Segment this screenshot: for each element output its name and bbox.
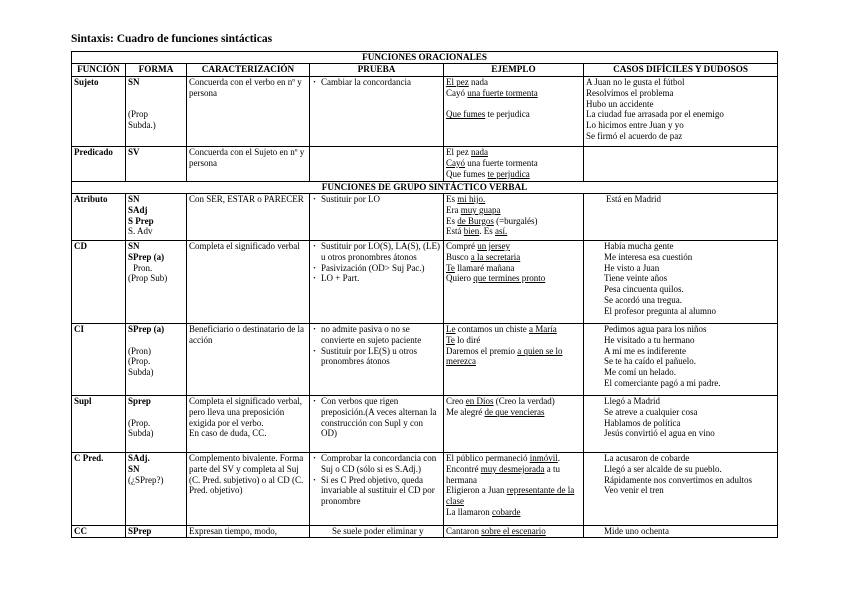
forma-line: (¿SPrep?) [128,474,164,485]
casos-cell [584,194,778,241]
forma-cell [126,241,187,324]
forma-cell [126,194,187,241]
casos-cell [584,147,778,182]
caso-line: La ciudad fue arrasada por el enemigo [586,109,724,120]
prueba-cell [310,77,444,147]
forma-line: Sprep [128,396,151,406]
ejemplo-line: La llamaron cobarde [446,506,521,517]
ejemplo-line: Me alegré de que vencieras [446,406,545,417]
header-prueba: PRUEBA [310,64,444,77]
caracterizacion-cell: Con SER, ESTAR o PARECER [187,194,310,241]
row-cpred [72,453,778,526]
caso-line: Pesa cincuenta quilos. [604,284,684,295]
funcion-cell: Atributo [72,194,126,241]
forma-line: SN [128,241,140,251]
ejemplo-line: El público permaneció inmóvil. [446,453,560,463]
ejemplo-cell [444,194,584,241]
row-supl [72,396,778,453]
section-title-grupo: FUNCIONES DE GRUPO SINTÁCTICO VERBAL [72,182,778,194]
ejemplo-line: Que fumes te perjudica [446,109,530,120]
ejemplo-line: Te lo diré [446,334,481,345]
caso-line: A Juan no le gusta el fútbol [586,77,685,87]
forma-cell [126,453,187,526]
caso-line: Lo hicimos entre Juan y yo [586,120,684,131]
caso-line: Resolvimos el problema [586,87,674,98]
caso-line: El comerciante pagó a mi padre. [604,377,721,388]
row-ci [72,324,778,396]
caso-line: Me interesa esa cuestión [604,251,693,262]
ejemplo-line: Busco a la secretaria [446,251,521,262]
header-ejemplo: EJEMPLO [444,64,584,77]
forma-cell: SPrep [126,526,187,538]
prueba-item: · Pasivización (OD> Suj Pac.) [312,263,441,274]
casos-cell [584,453,778,526]
ejemplo-line: Daremos el premio a quien se lo merezca [446,345,563,367]
section-grupo-row [72,182,778,194]
forma-line: SN [128,194,140,204]
ejemplo-line: Cantaron sobre el escenario [446,526,546,536]
caracterizacion-note: En caso de duda, CC. [189,428,267,439]
forma-line: SAdj. [128,453,150,463]
ejemplo-line: Le contamos un chiste a María [446,324,557,334]
prueba-item: · no admite pasiva o no se convierte en sujeto paciente [312,324,441,346]
funcion-cell: Supl [72,396,126,453]
prueba-cell [310,396,444,453]
ejemplo-cell [444,396,584,453]
caso-line: Jesús convirtió el agua en vino [604,428,715,439]
header-forma: FORMA [126,64,187,77]
ejemplo-line: Compré un jersey [446,241,510,251]
forma-line: SPrep (a) [128,324,165,334]
header-casos: CASOS DIFÍCILES Y DUDOSOS [584,64,778,77]
prueba-item: · Comprobar la concordancia con Suj o CD (sólo si es S.Adj.) [312,453,441,475]
forma-line: Pron. [133,262,153,273]
forma-line: Subda) [128,367,154,378]
document-title: Sintaxis: Cuadro de funciones sintácticas [71,33,273,45]
header-caracterizacion: CARACTERIZACIÓN [187,64,310,77]
forma-line: Subda.) [128,120,156,131]
forma-line: (Prop. [128,356,151,367]
forma-line: (Prop Sub) [128,273,168,284]
caso-line: Me comí un helado. [604,367,676,378]
header-row [72,64,778,77]
funcion-cell: Predicado [72,147,126,182]
casos-cell [584,77,778,147]
caracterizacion-cell: Concuerda con el Sujeto en nº y persona [187,147,310,182]
funcion-cell: CC [72,526,126,538]
prueba-item: · Con verbos que rigen preposición.(A veces alternan la construcción con Supl y con OD) [312,396,441,439]
casos-cell [584,526,778,538]
ejemplo-line: Cayó una fuerte tormenta [446,157,538,168]
caso-line: Se firmó el acuerdo de paz [586,130,683,141]
ejemplo-line: Cayó una fuerte tormenta [446,87,538,98]
section-title-oracionales: FUNCIONES ORACIONALES [72,52,778,64]
caso-line: He visitado a tu hermano [604,334,695,345]
forma-line: SPrep (a) [128,251,165,262]
row-cd [72,241,778,324]
forma-line: SN [128,77,140,87]
ejemplo-cell [444,77,584,147]
row-cc [72,526,778,538]
caso-line: Veo venir el tren [604,485,664,496]
forma-line: (Pron) [128,345,151,356]
caso-line: Pedimos agua para los niños [604,324,707,334]
funcion-cell: CD [72,241,126,324]
caso-line: Está en Madrid [606,194,661,204]
ejemplo-line: Te llamaré mañana [446,262,515,273]
ejemplo-line: Está bien. Es así. [446,226,508,237]
section-oracionales-row [72,52,778,64]
row-predicado [72,147,778,182]
caso-line: Rápidamente nos convertimos en adultos [604,474,752,485]
caracterizacion-cell: Completa el significado verbal [187,241,310,324]
ejemplo-line: Era muy guapa [446,204,501,215]
prueba-item: · LO + Part. [312,273,441,284]
caso-line: Llegó a Madrid [604,396,660,406]
casos-cell [584,396,778,453]
funcion-cell: Sujeto [72,77,126,147]
forma-cell [126,396,187,453]
prueba-item: · Sustituir por LO(S), LA(S), (LE) u otros pronombres átonos [312,241,441,263]
forma-line: (Prop. [128,417,151,428]
ejemplo-cell [444,526,584,538]
row-sujeto [72,77,778,147]
ejemplo-line: Es de Burgos (=burgalés) [446,215,538,226]
caso-line: Hablamos de política [604,417,681,428]
header-funcion: FUNCIÓN [72,64,126,77]
prueba-item: · Sustituir por LO [312,194,441,205]
casos-cell [584,241,778,324]
forma-line: SAdj [128,204,148,215]
ejemplo-cell [444,147,584,182]
prueba-item: · Sustituir por LE(S) u otros pronombres átonos [312,346,441,368]
forma-line: S Prep [128,215,154,226]
prueba-cell [310,194,444,241]
ejemplo-cell [444,241,584,324]
prueba-item: Se suele poder eliminar y [332,526,424,536]
caso-line: Mide uno ochenta [604,526,669,536]
forma-line: Subda) [128,428,154,439]
funcion-cell: C Pred. [72,453,126,526]
ejemplo-line: Encontré muy desmejorada a tu hermana [446,463,560,485]
prueba-cell [310,453,444,526]
forma-cell: SV [126,147,187,182]
caso-line: Tiene veinte años [604,273,668,284]
forma-cell [126,77,187,147]
caracterizacion-cell: Expresan tiempo, modo, [187,526,310,538]
ejemplo-line: Eligieron a Juan representante de la clase [446,485,575,507]
prueba-cell [310,241,444,324]
caso-line: El profesor pregunta al alumno [604,305,716,316]
caso-line: A mí me es indiferente [604,345,686,356]
ejemplo-line: El pez nada [446,77,488,87]
prueba-cell [310,147,444,182]
funcion-cell: CI [72,324,126,396]
prueba-item: · Si es C Pred objetivo, queda invariable al sustituir el CD por pronombre [312,475,441,507]
caracterizacion-text: Completa el significado verbal, pero lleva una preposición exigida por el verbo. [189,396,302,428]
forma-line: S. Adv [128,226,153,237]
caso-line: La acusaron de cobarde [604,453,690,463]
caracterizacion-cell: Beneficiario o destinatario de la acción [187,324,310,396]
caracterizacion-cell [187,396,310,453]
caso-line: Había mucha gente [604,241,674,251]
ejemplo-cell [444,453,584,526]
prueba-cell [310,324,444,396]
ejemplo-line: Que fumes te perjudica [446,168,530,179]
row-atributo [72,194,778,241]
caso-line: Se acordó una tregua. [604,294,682,305]
casos-cell [584,324,778,396]
syntax-table [71,51,778,538]
ejemplo-line: Quiero que termines pronto [446,273,546,284]
caracterizacion-cell: Complemento bivalente. Forma parte del SV y completa al Suj (C. Pred. subjetivo) o al CD (C. Pred. objetivo) [187,453,310,526]
ejemplo-line: Es mi hijo. [446,194,486,204]
prueba-cell [310,526,444,538]
ejemplo-line: Creo en Dios (Creo la verdad) [446,396,555,406]
caso-line: Llegó a ser alcalde de su pueblo. [604,463,722,474]
forma-cell [126,324,187,396]
caso-line: Hubo un accidente [586,98,654,109]
caso-line: Se atreve a cualquier cosa [604,406,698,417]
caso-line: He visto a Juan [604,262,660,273]
prueba-item: · Cambiar la concordancia [312,77,441,88]
caso-line: Se te ha caído el pañuelo. [604,356,696,367]
ejemplo-line: El pez nada [446,147,488,157]
ejemplo-cell [444,324,584,396]
forma-line: SN [128,463,140,474]
caracterizacion-cell: Concuerda con el verbo en nº y persona [187,77,310,147]
forma-line: (Prop [128,109,148,120]
